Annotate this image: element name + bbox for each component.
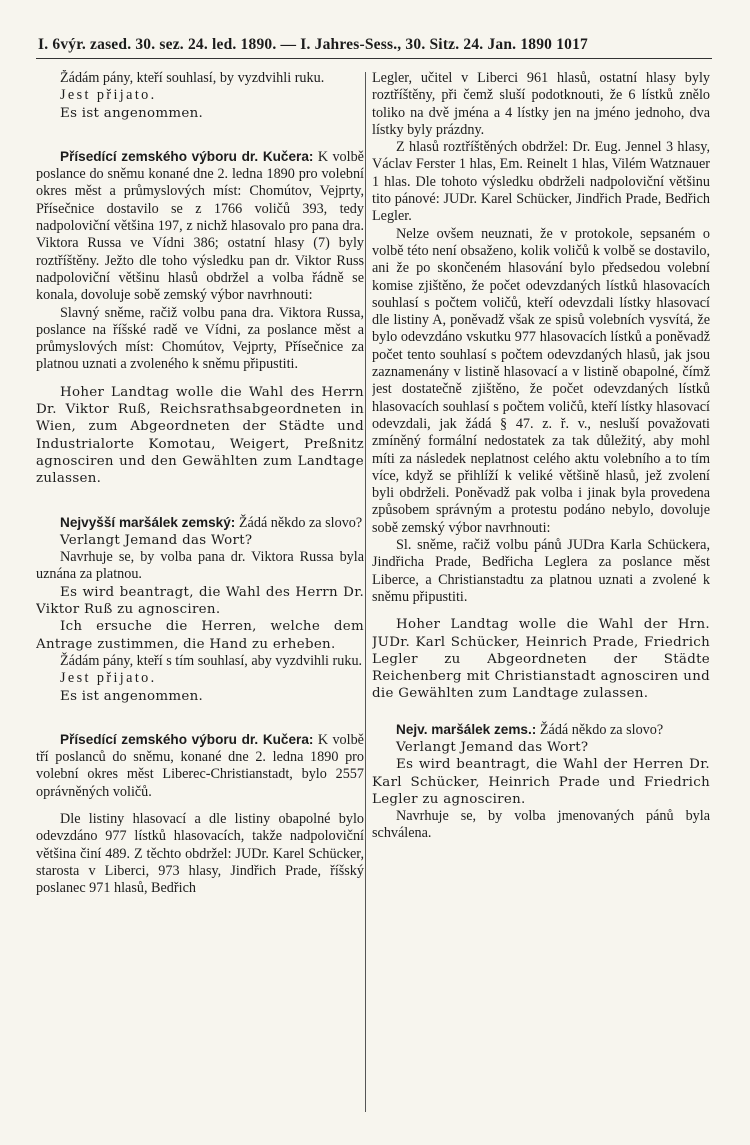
speech-paragraph	[36, 731, 364, 801]
speech-text: Žádá někdo za slovo?	[238, 514, 363, 531]
speech-text: K volbě tří poslanců do sněmu, konané dne 2. ledna 1890 pro volební okres měst Liberec-Christianstadt, bylo 2557 oprávněných voličů.	[36, 731, 364, 800]
paragraph: Navrhuje se, by volba pana dr. Viktora Russa byla uznána za platnou.	[36, 549, 364, 583]
paragraph: Hoher Landtag wolle die Wahl der Hrn. JUDr. Karl Schücker, Heinrich Prade, Friedrich Legler zu Abgeordneten der Städte Reichenberg mit Christianstadt agnosciren und die Gewählten zum Landtage zulassen.	[372, 617, 710, 702]
paragraph: Navrhuje se, by volba jmenovaných pánů byla schválena.	[372, 808, 710, 842]
paragraph: Es wird beantragt, die Wahl der Herren Dr. Karl Schücker, Heinrich Prade und Friedrich Legler zu agnosciren.	[372, 757, 710, 807]
speech-paragraph	[36, 148, 364, 305]
paragraph: Legler, učitel v Liberci 961 hlasů, ostatní hlasy byly roztříštěny, při čemž sluší podotknouti, že 6 lístků znělo toliko na dvě jména a 4 lístky jen na jméno jednoho, dva lístky byly prázdny.	[372, 70, 710, 138]
paragraph: Z hlasů roztříštěných obdržel: Dr. Eug. Jennel 3 hlasy, Václav Ferster 1 hlas, Em. Reinelt 1 hlas, Vilém Watznauer 1 hlas. Dle tohoto výsledku obdrželi nadpoloviční většinu tito pánové: JUDr. Karel Schücker, Jindřich Prade, Bedřich Legler.	[372, 139, 710, 225]
paragraph: Žádám pány, kteří s tím souhlasí, aby vyzdvihli ruku.	[60, 652, 363, 669]
paragraph: Jest přijato.	[60, 670, 157, 687]
speaker-name: Nejvyšší maršálek zemský:	[60, 514, 236, 530]
paragraph: Verlangt Jemand das Wort?	[396, 739, 589, 755]
column-divider	[365, 72, 366, 1112]
paragraph: Slavný sněme, račiž volbu pana dra. Viktora Russa, poslance na říšské radě ve Vídni, za poslance měst a průmyslových míst: Chomútov, Vejprty, Přísečnice za platnou uznati a zvoleného k sněmu připustiti.	[36, 304, 364, 373]
paragraph: Verlangt Jemand das Wort?	[60, 532, 253, 548]
paragraph: Nelze ovšem neuznati, že v protokole, sepsaném o volbě této není obsaženo, kolik voličů k volbě se dostavilo, ani že po skončeném hlasování bylo předsedou volební komise zjištěno, že počet odevzdaných lístků hlasovacích souhlasí s počtem voličů, kteří odevzdali lístky hlasovací dle listiny A, poněvadž však ze spisů volebních vysvítá, že bylo odevzdáno vskutku 977 hlasovacích lístků a poněvadž počet tento souhlasí s počtem odevzdaných hlasů, jak jsou zaznamenány v listině hlasovací a v listině obapolné, čímž jest dostatečně zjištěno, že počet odevzdaných lístků hlasovacích souhlasí s počtem voličů, kteří lístky hlasovací odevzdali, jak žádá § 47. z. ř. v., nesluší považovati zmíněný formální nedostatek za tak důležitý, aby mohl míti za následek neplatnost celého aktu volebního a to tím více, když se přihlíží k veliké většině hlasů, jež zvolení byli obdrželi. Poněvadž pak volba i jinak byla provedena způsobem správným a protestu podáno nebylo, dovoluje sobě zemský výbor navrhnouti:	[372, 225, 710, 536]
paragraph: Es ist angenommen.	[60, 688, 204, 704]
paragraph: Es wird beantragt, die Wahl des Herrn Dr. Viktor Ruß zu agnosciren.	[36, 584, 364, 618]
paragraph: Es ist angenommen.	[60, 105, 204, 121]
running-header: I. 6výr. zased. 30. sez. 24. led. 1890. — I. Jahres-Sess., 30. Sitz. 24. Jan. 1890 1017	[38, 36, 589, 53]
speech-paragraph	[372, 721, 710, 739]
speech-paragraph	[36, 514, 364, 532]
speaker-name: Nejv. maršálek zems.:	[396, 721, 537, 737]
paragraph: Sl. sněme, račiž volbu pánů JUDra Karla Schückera, Jindřicha Prade, Bedřicha Leglera za poslance měst Liberce, a Christianstadtu za platnou uznati a zvolené k sněmu připustiti.	[372, 537, 710, 605]
speaker-name: Přísedící zemského výboru dr. Kučera:	[60, 148, 314, 164]
header-rule	[36, 58, 712, 59]
paragraph: Ich ersuche die Herren, welche dem Antrage zustimmen, die Hand zu erheben.	[36, 619, 364, 652]
paragraph: Jest přijato.	[60, 87, 157, 104]
paragraph: Hoher Landtag wolle die Wahl des Herrn Dr. Viktor Ruß, Reichsrathsabgeordneten in Wien, zum Abgeordneten der Städte und Industrialorte Komotau, Weigert, Preßnitz agnosciren und den Gewählten zum Landtage zulassen.	[36, 384, 364, 487]
speaker-name: Přísedící zemského výboru dr. Kučera:	[60, 731, 314, 747]
speech-text: Žádá někdo za slovo?	[539, 721, 664, 738]
left-column	[36, 70, 364, 1130]
right-column	[372, 70, 710, 1130]
paragraph: Dle listiny hlasovací a dle listiny obapolné bylo odevzdáno 977 lístků hlasovacích, takže nadpoloviční většina činí 489. Z těchto obdržel: JUDr. Karel Schücker, starosta v Liberci, 973 hlasy, Jindřich Prade, říšský poslanec 971 hlasů, Bedřich	[36, 810, 364, 897]
speech-text: K volbě poslance do sněmu konané dne 2. ledna 1890 pro volební okres měst a průmyslových míst: Chomútov, Vejprty, Přísečnice dostavilo se z 1766 voličů 393, tedy nadpoloviční většina 197, z nichž hlasovalo pro pana dra. Viktora Russa ve Vídni 386; ostatní hlasy (7) byly roztříštěny. Ježto dle toho výsledku pan dr. Viktor Russ nadpoloviční většinu hlasů obdržel a volba řádně se konala, dovoluje sobě zemský výbor navrhnouti:	[36, 148, 364, 304]
paragraph: Žádám pány, kteří souhlasí, by vyzdvihli ruku.	[60, 70, 325, 86]
